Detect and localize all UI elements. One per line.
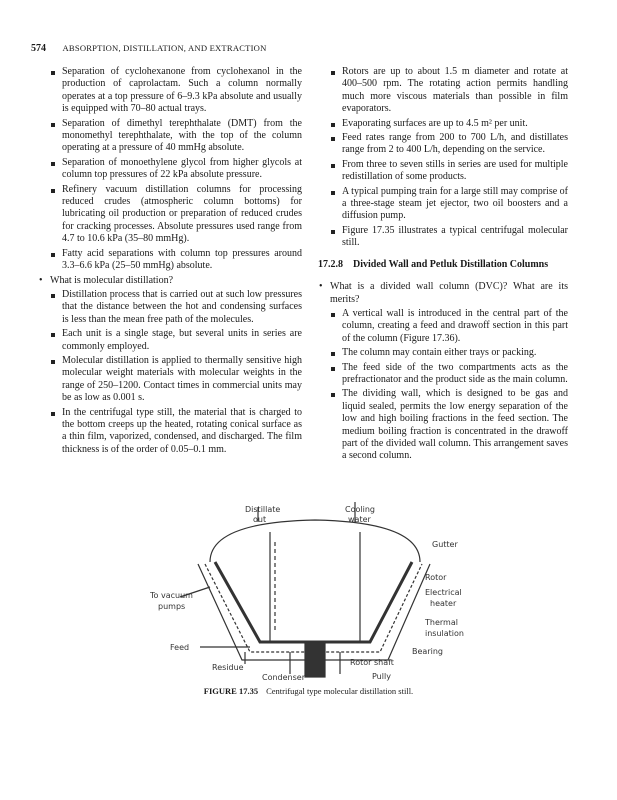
diagram-label: out <box>253 515 267 524</box>
caption-label: FIGURE 17.35 <box>203 686 259 696</box>
list-item: Fatty acid separations with column top pressures around 3.3–6.6 kPa (25–50 mmHg) absolute. <box>50 248 302 273</box>
caption-text: Centrifugal type molecular distillation still. <box>266 686 414 696</box>
diagram-label: Electrical <box>425 588 462 597</box>
condenser-tubes <box>270 532 360 642</box>
section-title: Divided Wall and Petluk Distillation Columns <box>353 258 549 270</box>
list-item: The dividing wall, which is designed to be gas and liquid sealed, permits the low energy separation of the low and high boiling fractions in the feed section. The medium boiling fraction is concentrated in the drawoff part of the divided wall column. This arrangement saves a second column. <box>330 388 568 462</box>
section-number: 17.2.8 <box>318 258 343 270</box>
rotor-cone <box>215 562 412 642</box>
diagram-label: Distillate <box>245 505 281 514</box>
diagram-label: Rotor <box>425 573 447 582</box>
diagram-label: Thermal <box>425 618 458 627</box>
left-column <box>38 66 302 458</box>
page-number: 574 <box>31 43 46 54</box>
question-list <box>318 281 568 463</box>
list-item: Separation of cyclohexanone from cyclohexanol in the production of caprolactam. Such a column normally operates at a top pressure of 6–9.3 kPa absolute and usually is equipped with 70–80 actual trays. <box>50 66 302 116</box>
list-item: Refinery vacuum distillation columns for processing reduced crudes (atmospheric column bottoms) for lubricating oil production or preparation of reduced crudes for cracking processes. Absolute pressures used range from 4.7 to 10.6 kPa (35–80 mmHg). <box>50 184 302 246</box>
rotor-shaft <box>305 642 325 677</box>
diagram-label: Condenser <box>262 673 305 682</box>
question-item <box>38 275 302 457</box>
running-title: ABSORPTION, DISTILLATION, AND EXTRACTION <box>62 43 267 53</box>
page-header <box>31 43 266 54</box>
question-list <box>38 275 302 457</box>
list-item: Separation of dimethyl terephthalate (DMT) from the monomethyl terephthalate, with the top of the column operating at a pressure of 40 mmHg absolute. <box>50 118 302 155</box>
figure-caption <box>0 686 617 696</box>
list-item: Each unit is a single stage, but several units in series are commonly employed. <box>50 328 302 353</box>
list-item: Separation of monoethylene glycol from higher glycols at column top pressures of 22 kPa absolute pressure. <box>50 157 302 182</box>
diagram-label: Cooling <box>345 505 375 514</box>
vacuum-dome <box>210 520 420 562</box>
diagram-label: To vacuum <box>150 591 193 600</box>
diagram-label: pumps <box>158 602 186 611</box>
list-item: Rotors are up to about 1.5 m diameter and rotate at 400–500 rpm. The rotating action permits handling much more viscous materials than possible in film evaporators. <box>330 66 568 116</box>
section-heading <box>318 259 568 271</box>
list-item: A vertical wall is introduced in the central part of the column, creating a feed and drawoff section in this part of the column (Figure 17.36). <box>330 308 568 345</box>
list-item: In the centrifugal type still, the material that is charged to the bottom creeps up the heated, rotating conical surface as a thin film, vaporized, condensed, and discharged. The film thickness is of the order of 0.05–0.1 mm. <box>50 407 302 457</box>
list-item: Molecular distillation is applied to thermally sensitive high molecular weight materials with molecular weights in the range of 250–1200. Contact times in commercial units may be as low as 0.001 s. <box>50 355 302 405</box>
list-item: Evaporating surfaces are up to 4.5 m² per unit. <box>330 118 568 130</box>
question-item <box>318 281 568 463</box>
diagram-label: Residue <box>212 663 244 672</box>
list-item: Distillation process that is carried out at such low pressures that the distance between the hot and condensing surfaces is less than the mean free path of the molecules. <box>50 289 302 326</box>
diagram-label: water <box>348 515 371 524</box>
question-text: What is molecular distillation? <box>50 274 174 286</box>
diagram-label: Gutter <box>432 540 458 549</box>
diagram-label: Pully <box>372 672 391 681</box>
right-column <box>318 66 568 465</box>
list-item: Feed rates range from 200 to 700 L/h, and distillates range from 2 to 400 L/h, depending on the service. <box>330 132 568 157</box>
list-item: A typical pumping train for a large still may comprise of a three-stage steam jet ejector, two oil boosters and a diffusion pump. <box>330 186 568 223</box>
list-item: From three to seven stills in series are used for multiple redistillation of some products. <box>330 159 568 184</box>
list-item: The feed side of the two compartments acts as the prefractionator and the product side as the main column. <box>330 362 568 387</box>
diagram-label: insulation <box>425 629 464 638</box>
still-diagram <box>150 502 480 682</box>
diagram-label: Rotor shaft <box>350 658 394 667</box>
diagram-label: Bearing <box>412 647 443 656</box>
bullet-list <box>50 66 302 273</box>
question-text: What is a divided wall column (DVC)? What are its merits? <box>330 281 568 305</box>
list-item: The column may contain either trays or packing. <box>330 347 568 359</box>
diagram-label: heater <box>430 599 457 608</box>
diagram-label: Feed <box>170 643 190 652</box>
bullet-list <box>330 66 568 250</box>
list-item: Figure 17.35 illustrates a typical centrifugal molecular still. <box>330 225 568 250</box>
